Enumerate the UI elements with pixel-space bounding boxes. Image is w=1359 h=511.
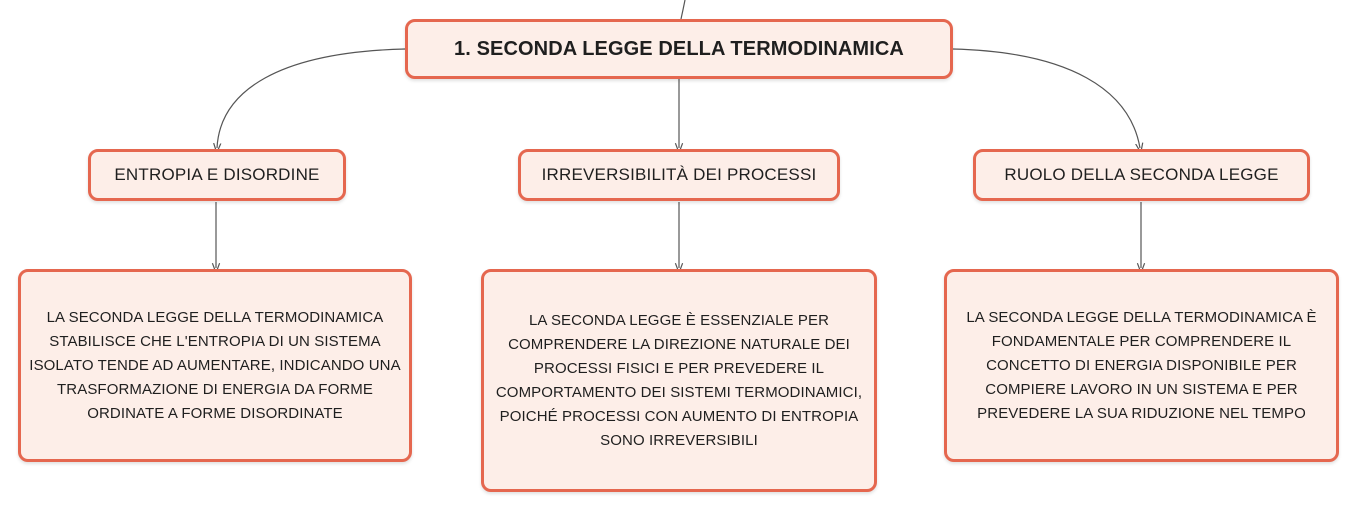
branch-node-entropia[interactable]: [88, 149, 346, 201]
branch-node-irreversibilita[interactable]: [518, 149, 840, 201]
detail-text-entropia: LA SECONDA LEGGE DELLA TERMODINAMICA STABILISCE CHE L'ENTROPIA DI UN SISTEMA ISOLATO TENDE AD AUMENTARE, INDICANDO UNA TRASFORMAZIONE DI ENERGIA DA FORME ORDINATE A FORME DISORDINATE: [29, 308, 401, 422]
connector-root-to-entropia: [217, 49, 405, 148]
branch-node-ruolo[interactable]: [973, 149, 1310, 201]
branch-label-irreversibilita: IRREVERSIBILITÀ DEI PROCESSI: [541, 165, 817, 184]
detail-text-irreversibilita: LA SECONDA LEGGE È ESSENZIALE PER COMPRENDERE LA DIREZIONE NATURALE DEI PROCESSI FISICI E PER PREVEDERE IL COMPORTAMENTO DEI SISTEMI TERMODINAMICI, POICHÉ PROCESSI CON AUMENTO DI ENTROPIA SONO IRREVERSIBILI: [495, 311, 863, 449]
connector-root-to-ruolo: [953, 49, 1140, 148]
detail-node-entropia[interactable]: [18, 269, 412, 462]
root-topic-label: 1. SECONDA LEGGE DELLA TERMODINAMICA: [454, 37, 904, 60]
branch-label-entropia: ENTROPIA E DISORDINE: [114, 165, 320, 184]
detail-node-irreversibilita[interactable]: [481, 269, 877, 492]
incoming-connector: [681, 0, 685, 19]
detail-node-ruolo[interactable]: [944, 269, 1339, 462]
root-topic-node[interactable]: [405, 19, 953, 79]
branch-label-ruolo: RUOLO DELLA SECONDA LEGGE: [1004, 165, 1279, 184]
detail-text-ruolo: LA SECONDA LEGGE DELLA TERMODINAMICA È FONDAMENTALE PER COMPRENDERE IL CONCETTO DI ENERGIA DISPONIBILE PER COMPIERE LAVORO IN UN SISTEMA E PER PREVEDERE LA SUA RIDUZIONE NEL TEMPO: [966, 308, 1317, 422]
